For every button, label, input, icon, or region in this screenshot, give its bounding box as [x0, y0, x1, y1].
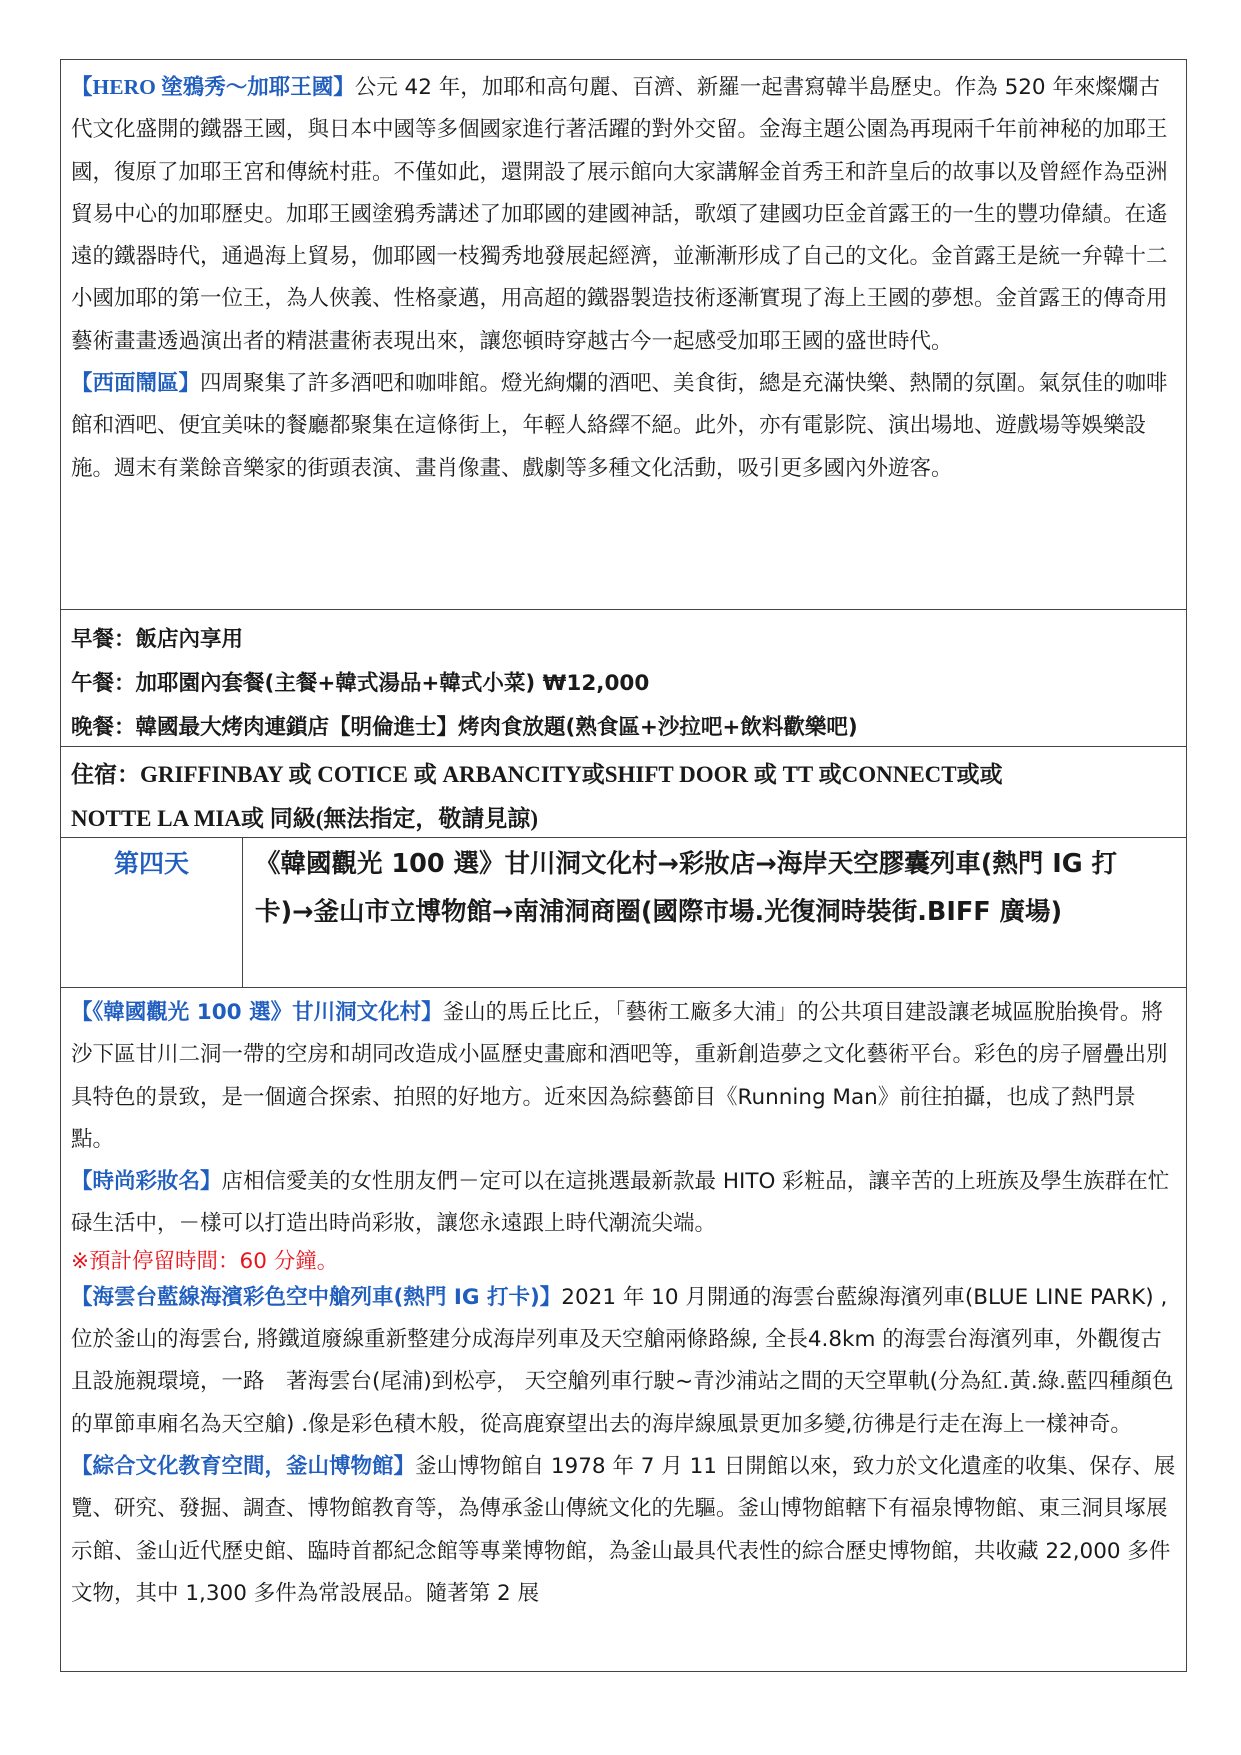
gamcheon-title: 【《韓國觀光 100 選》甘川洞文化村】 [71, 1000, 443, 1025]
stay-time-note: ※預計停留時間：60 分鐘。 [71, 1248, 339, 1274]
hotel-line-1: 住宿：GRIFFINBAY 或 COTICE 或 ARBANCITY或SHIFT DOOR 或 TT 或CONNECT或或 [71, 762, 1003, 787]
seomyeon-title: 【西面鬧區】 [71, 371, 201, 397]
skycapsule-text: 2021 年 10 月開通的海雲台藍線海濱列車(BLUE LINE PARK) ,位於釜山的海雲台, 將鐵道廢線重新整建分成海岸列車及天空艙兩條路線, 全長4.8km 的海雲台海濱列車，外觀復古且設施親環境，一路 著海雲台(尾浦)到松亭， 天空艙列車行駛~青沙浦站之間的天空單軌(分為紅.黃.綠.藍四種顏色的單節車廂名為天空艙) .像是彩色積木般，從高鹿寮望出去的海岸線風景更加多變,彷彿是行走在海上一樣神奇。 [71, 1284, 1174, 1437]
museum-paragraph [71, 1446, 1176, 1615]
hotel-section [61, 747, 1186, 838]
gamcheon-text: 釜山的馬丘比丘，「藝術工廠多大浦」的公共項目建設讓老城區脫胎換骨。將沙下區甘川二洞一帶的空房和胡同改造成小區歷史畫廊和酒吧等，重新創造夢之文化藝術平台。彩色的房子層疊出別具特色的景致，是一個適合探索、拍照的好地方。近來因為綜藝節目《Running Man》前往拍攝，也成了熱門景點。 [71, 1000, 1168, 1152]
skycapsule-title: 【海雲台藍線海濱彩色空中艙列車(熱門 IG 打卡)】 [71, 1284, 562, 1310]
lunch: 午餐：加耶園內套餐(主餐+韓式湯品+韓式小菜) ₩12,000 [71, 671, 650, 696]
day-header [61, 838, 1186, 988]
gamcheon-paragraph [71, 992, 1176, 1161]
cosmetics-text: 店相信愛美的女性朋友們－定可以在這挑選最新款最 HITO 彩粧品，讓辛苦的上班族及學生族群在忙碌生活中，－樣可以打造出時尚彩妝，讓您永遠跟上時代潮流尖端。 [71, 1169, 1170, 1237]
seomyeon-paragraph [71, 363, 1176, 490]
hero-text: 公元 42 年，加耶和高句麗、百濟、新羅一起書寫韓半島歷史。作為 520 年來燦爛古代文化盛開的鐵器王國，與日本中國等多個國家進行著活躍的對外交留。金海主題公園為再現兩千年前神秘的加耶王國，復原了加耶王宮和傳統村莊。不僅如此，還開設了展示館向大家講解金首秀王和許皇后的故事以及曾經作為亞洲貿易中心的加耶歷史。加耶王國塗鴉秀講述了加耶國的建國神話，歌頌了建國功臣金首露王的一生的豐功偉績。在遙遠的鐵器時代，通過海上貿易，伽耶國一枝獨秀地發展起經濟，並漸漸形成了自己的文化。金首露王是統一弁韓十二小國加耶的第一位王，為人俠義、性格豪邁，用高超的鐵器製造技術逐漸實現了海上王國的夢想。金首露王的傳奇用藝術畫畫透過演出者的精湛畫術表現出來，讓您頓時穿越古今一起感受加耶王國的盛世時代。 [71, 75, 1168, 354]
dinner: 晚餐：韓國最大烤肉連鎖店【明倫進士】烤肉食放題(熟食區+沙拉吧+飲料歡樂吧) [71, 715, 858, 740]
cosmetics-paragraph [71, 1161, 1176, 1246]
seomyeon-text: 四周聚集了許多酒吧和咖啡館。燈光絢爛的酒吧、美食街，總是充滿快樂、熱鬧的氛圍。氣氛佳的咖啡館和酒吧、便宜美味的餐廳都聚集在這條街上，年輕人絡繹不絕。此外，亦有電影院、演出場地、遊戲場等娛樂設施。週末有業餘音樂家的街頭表演、畫肖像畫、戲劇等多種文化活動，吸引更多國內外遊客。 [71, 371, 1168, 481]
breakfast: 早餐：飯店內享用 [71, 627, 244, 652]
itinerary-table [60, 59, 1187, 1672]
skycapsule-paragraph [71, 1277, 1176, 1446]
museum-title: 【綜合文化教育空間，釜山博物館】 [71, 1453, 416, 1479]
hotel-line-2: NOTTE LA MIA或 同級(無法指定，敬請見諒) [71, 806, 539, 831]
day-title: 《韓國觀光 100 選》甘川洞文化村→彩妝店→海岸天空膠囊列車(熱門 IG 打卡)→釜山市立博物館→南浦洞商圈(國際市場.光復洞時裝街.BIFF 廣場) [255, 849, 1118, 927]
hero-paragraph [71, 66, 1176, 363]
day-details [61, 988, 1186, 1619]
hero-title: 【HERO 塗鴉秀～加耶王國】 [71, 75, 355, 99]
day-label: 第四天 [61, 838, 243, 987]
attractions-section [61, 60, 1186, 610]
meals-section [61, 610, 1186, 747]
cosmetics-title: 【時尚彩妝名】 [71, 1169, 222, 1195]
museum-text: 釜山博物館自 1978 年 7 月 11 日開館以來，致力於文化遺產的收集、保存、展覽、研究、發掘、調查、博物館教育等，為傳承釜山傳統文化的先驅。釜山博物館轄下有福泉博物館、東三洞貝塚展示館、釜山近代歷史館、臨時首都紀念館等專業博物館，為釜山最具代表性的綜合歷史博物館，共收藏 22,000 多件文物，其中 1,300 多件為常設展品。隨著第 2 展 [71, 1453, 1176, 1606]
